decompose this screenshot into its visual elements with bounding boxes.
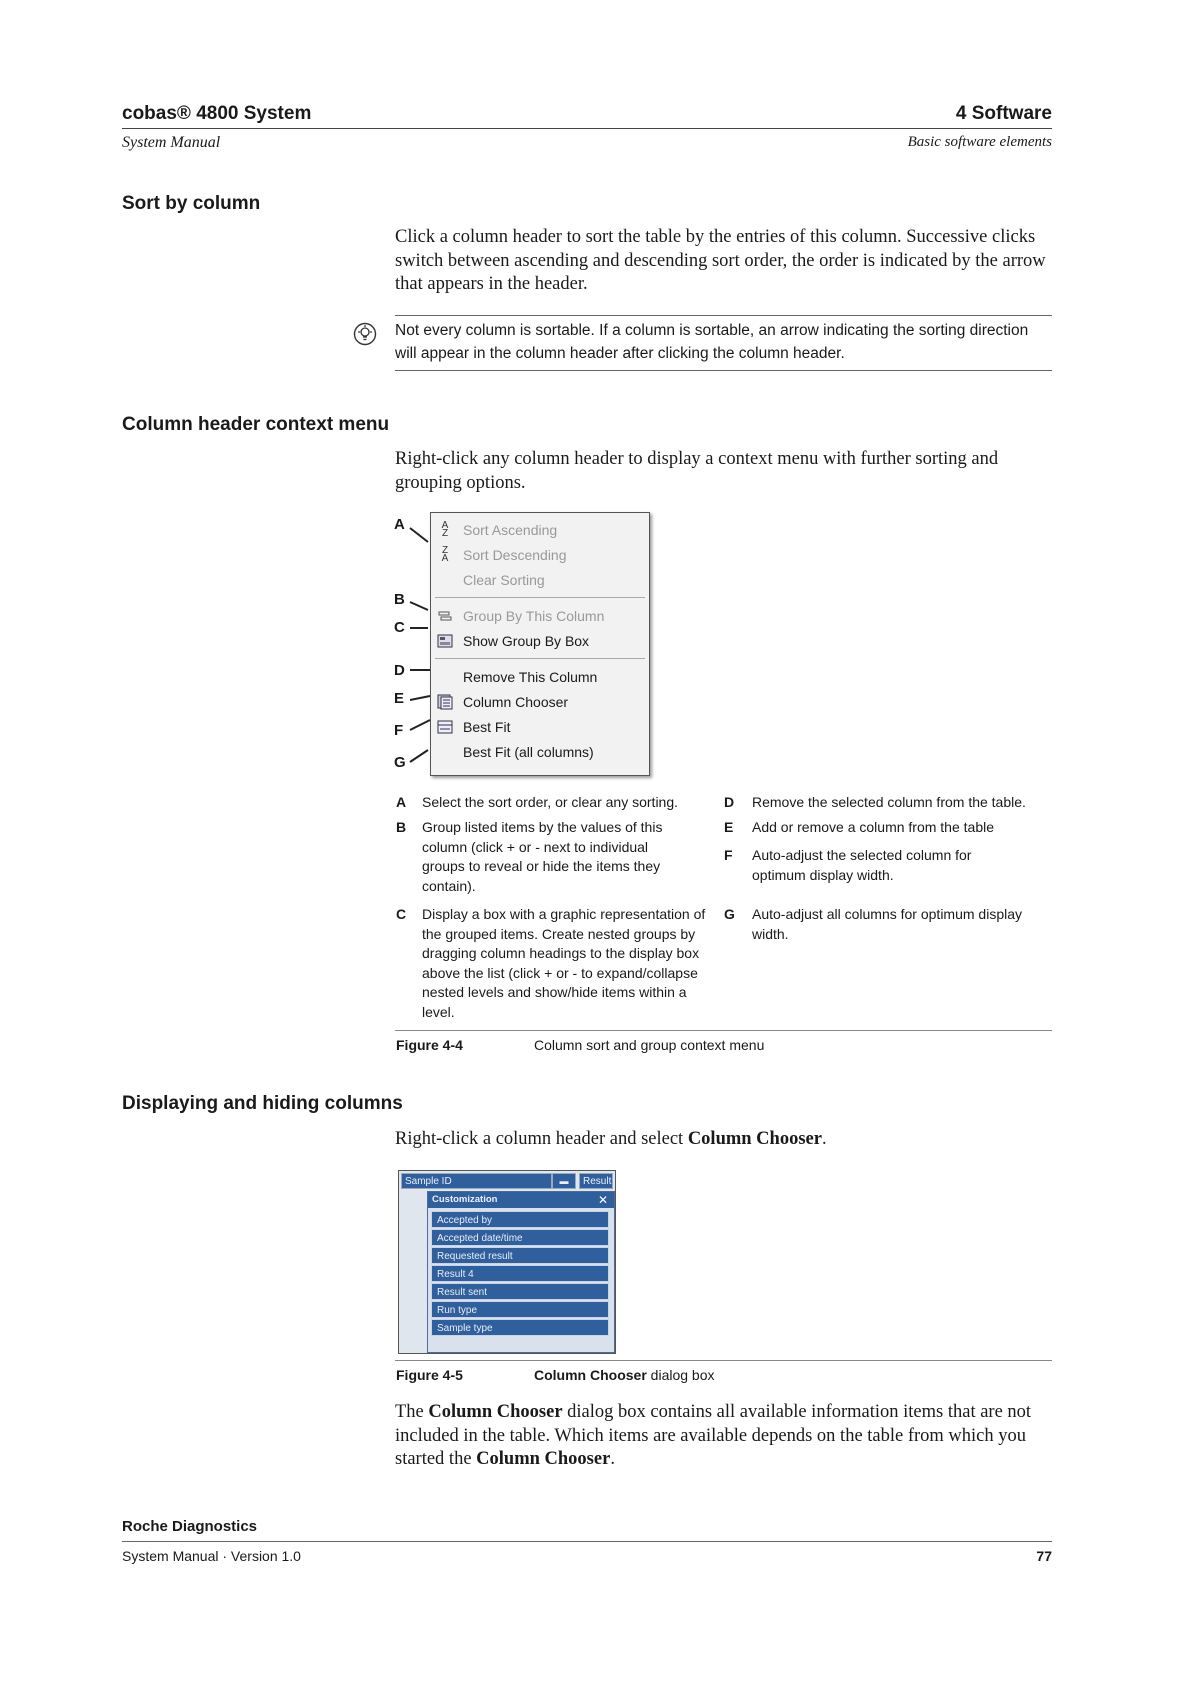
chapter-title: 4 Software <box>955 103 1052 124</box>
figure-4-4-label: Figure 4-4 <box>396 1037 463 1053</box>
menu-remove-column[interactable]: Remove This Column <box>463 669 598 685</box>
callout-e: E <box>394 690 405 707</box>
menu-group-by-column[interactable]: Group By This Column <box>431 605 649 627</box>
legend-letter-g: G <box>724 906 735 922</box>
display-hide-paragraph: Right-click a column header and select Column Chooser. <box>395 1129 827 1149</box>
legend-text-b: Group listed items by the values of this column (click + or - next to individual groups to reveal or hide the items they contain). <box>422 819 663 894</box>
column-sort-icon[interactable]: ▬ <box>552 1173 576 1189</box>
column-header-result[interactable]: Result <box>579 1173 613 1189</box>
column-chooser-dialog <box>398 1170 616 1354</box>
callout-a: A <box>394 516 405 533</box>
legend-letter-c: C <box>396 906 407 922</box>
chooser-item-accepted-date[interactable]: Accepted date/time <box>431 1229 609 1246</box>
sort-ascending-icon: A Z <box>441 520 449 539</box>
menu-column-chooser[interactable]: Column Chooser <box>431 691 649 713</box>
header-rule <box>122 128 1052 129</box>
chooser-item-run-type[interactable]: Run type <box>431 1301 609 1318</box>
page-number: 77 <box>1036 1548 1052 1564</box>
chooser-item-result-sent[interactable]: Result sent <box>431 1283 609 1300</box>
sort-paragraph: Click a column header to sort the table by the entries of this column. Successive clicks switch between ascending and descending sort order, the order is indicated by the arrow that appears in the header. <box>395 227 1046 294</box>
callout-b: B <box>394 591 405 608</box>
product-title: cobas® 4800 System <box>122 103 312 124</box>
figure-4-5-caption: Column Chooser dialog box <box>534 1367 715 1383</box>
menu-show-group-by-box[interactable]: Show Group By Box <box>431 630 649 652</box>
chooser-item-result-4[interactable]: Result 4 <box>431 1265 609 1282</box>
tip-icon <box>353 322 377 346</box>
column-header-sample-id[interactable]: Sample ID <box>401 1173 552 1189</box>
legend-text-g: Auto-adjust all columns for optimum display width. <box>752 906 1023 942</box>
callout-c: C <box>394 619 405 636</box>
footer-rule <box>122 1541 1052 1542</box>
callout-lines <box>400 510 440 780</box>
chooser-item-requested-result[interactable]: Requested result <box>431 1247 609 1264</box>
menu-best-fit[interactable]: Best Fit <box>431 716 649 738</box>
context-menu-paragraph: Right-click any column header to display a context menu with further sorting and grouping options. <box>395 449 999 493</box>
legend-text-a: Select the sort order, or clear any sorting. <box>422 794 679 810</box>
display-hide-heading: Displaying and hiding columns <box>122 1093 403 1114</box>
figure-4-4-caption: Column sort and group context menu <box>534 1037 765 1053</box>
legend-text-e: Add or remove a column from the table <box>752 819 995 835</box>
legend-text-c: Display a box with a graphic representation of the grouped items. Create nested groups by dragging column headings to the display box above the list (click + or - to expand/collapse nested levels and show/hide items within a level. <box>422 906 706 1020</box>
callout-g: G <box>394 754 406 771</box>
legend-letter-d: D <box>724 794 735 810</box>
section-subtitle: Basic software elements <box>907 134 1052 150</box>
callout-f: F <box>394 722 404 739</box>
close-icon[interactable]: ✕ <box>597 1193 609 1207</box>
figure-4-4-rule <box>395 1030 1052 1031</box>
legend-letter-a: A <box>396 794 407 810</box>
menu-sort-descending[interactable]: Z A Sort Descending <box>431 544 649 566</box>
menu-clear-sorting[interactable]: Clear Sorting <box>463 572 545 588</box>
chooser-item-accepted-by[interactable]: Accepted by <box>431 1211 609 1228</box>
customization-title: Customization <box>428 1192 614 1208</box>
menu-separator <box>435 658 645 659</box>
legend-text-d: Remove the selected column from the table. <box>752 794 1026 810</box>
context-menu <box>430 512 650 776</box>
footer-version: System Manual · Version 1.0 <box>122 1548 301 1564</box>
context-menu-heading: Column header context menu <box>122 414 390 435</box>
sort-heading: Sort by column <box>122 193 261 214</box>
manual-subtitle: System Manual <box>122 134 221 151</box>
note-bottom-rule <box>395 370 1052 371</box>
column-chooser-paragraph: The Column Chooser dialog box contains all available information items that are not included in the table. Which items are available depends on the table from which you started the Column Chooser. <box>395 1402 1032 1469</box>
figure-4-5-label: Figure 4-5 <box>396 1367 463 1383</box>
legend-letter-f: F <box>724 847 733 863</box>
callout-d: D <box>394 662 405 679</box>
chooser-item-sample-type[interactable]: Sample type <box>431 1319 609 1336</box>
legend-text-f: Auto-adjust the selected column for optimum display width. <box>752 847 972 883</box>
sort-descending-icon: Z A <box>441 545 449 564</box>
menu-separator <box>435 597 645 598</box>
menu-best-fit-all[interactable]: Best Fit (all columns) <box>463 744 594 760</box>
legend-letter-b: B <box>396 819 407 835</box>
figure-4-5-rule <box>395 1360 1052 1361</box>
menu-sort-ascending[interactable]: A Z Sort Ascending <box>431 519 649 541</box>
footer-company: Roche Diagnostics <box>122 1518 258 1535</box>
legend-letter-e: E <box>724 819 734 835</box>
note-text: Not every column is sortable. If a column is sortable, an arrow indicating the sorting direction will appear in the column header after clicking the column header. <box>395 322 1029 362</box>
note-top-rule <box>395 315 1052 316</box>
